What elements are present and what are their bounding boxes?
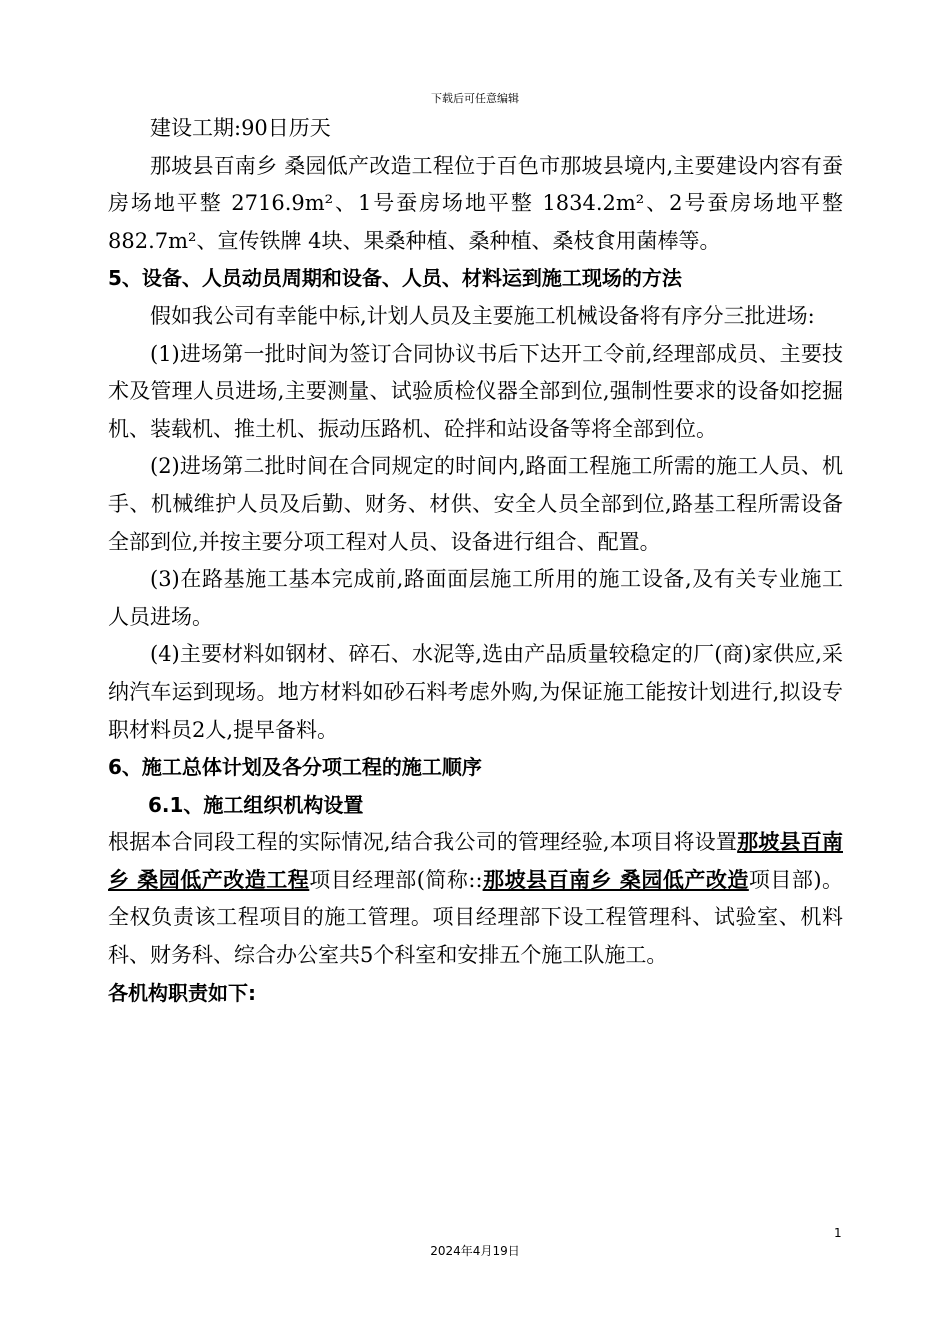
paragraph-batch-2: (2)进场第二批时间在合同规定的时间内,路面工程施工所需的施工人员、机手、机械维护人员及后勤、财务、材供、安全人员全部到位,路基工程所需设备全部到位,并按主要分项工程对人员、设备进行组合、配置。	[108, 454, 843, 554]
paragraph-project-location: 那坡县百南乡 桑园低产改造工程位于百色市那坡县境内,主要建设内容有蚕房场地平整 2716.9m²、1号蚕房场地平整 1834.2m²、2号蚕房场地平整 882.7m²、宣传铁牌 4块、果桑种植、桑种植、桑枝食用菌棒等。	[108, 153, 843, 253]
heading-section-5: 5、设备、人员动员周期和设备、人员、材料运到施工现场的方法	[108, 266, 682, 291]
paragraph-batch-3: (3)在路基施工基本完成前,路面面层施工所用的施工设备,及有关专业施工人员进场。	[108, 567, 843, 629]
organization-text-b: 项目经理部(简称::	[309, 867, 483, 892]
paragraph-batch-1: (1)进场第一批时间为签订合同协议书后下达开工令前,经理部成员、主要技术及管理人员进场,主要测量、试验质检仪器全部到位,强制性要求的设备如挖掘机、装载机、推土机、振动压路机、砼拌和站设备等将全部到位。	[108, 341, 843, 441]
paragraph-materials: (4)主要材料如钢材、碎石、水泥等,选由产品质量较稳定的厂(商)家供应,采纳汽车运到现场。地方材料如砂石料考虑外购,为保证施工能按计划进行,拟设专职材料员2人,提早备料。	[108, 642, 843, 742]
heading-duties: 各机构职责如下:	[108, 980, 256, 1005]
organization-text-a: 根据本合同段工程的实际情况,结合我公司的管理经验,本项目将设置	[108, 830, 738, 855]
page-header: 下载后可任意编辑	[431, 92, 519, 105]
heading-section-6-1: 6.1、施工组织机构设置	[148, 792, 364, 817]
project-short-name-underlined: 那坡县百南乡 桑园低产改造	[482, 867, 749, 892]
paragraph-organization	[108, 824, 843, 974]
organization-text-c: 项目部)。全权负责该工程项目的施工管理。项目经理部下设工程管理科、试验室、机料科、财务科、综合办公室共5个科室和安排五个施工队施工。	[108, 867, 844, 968]
heading-section-6: 6、施工总体计划及各分项工程的施工顺序	[108, 755, 482, 780]
footer-date: 2024年4月19日	[430, 1244, 520, 1258]
project-name-underlined: 那坡县百南乡 桑园低产改造工程	[108, 830, 843, 892]
paragraph-duration: 建设工期:90日历天	[150, 116, 331, 140]
document-body	[108, 110, 843, 1012]
paragraph-mobilization-intro: 假如我公司有幸能中标,计划人员及主要施工机械设备将有序分三批进场:	[150, 303, 815, 328]
page-number: 1	[834, 1226, 842, 1240]
